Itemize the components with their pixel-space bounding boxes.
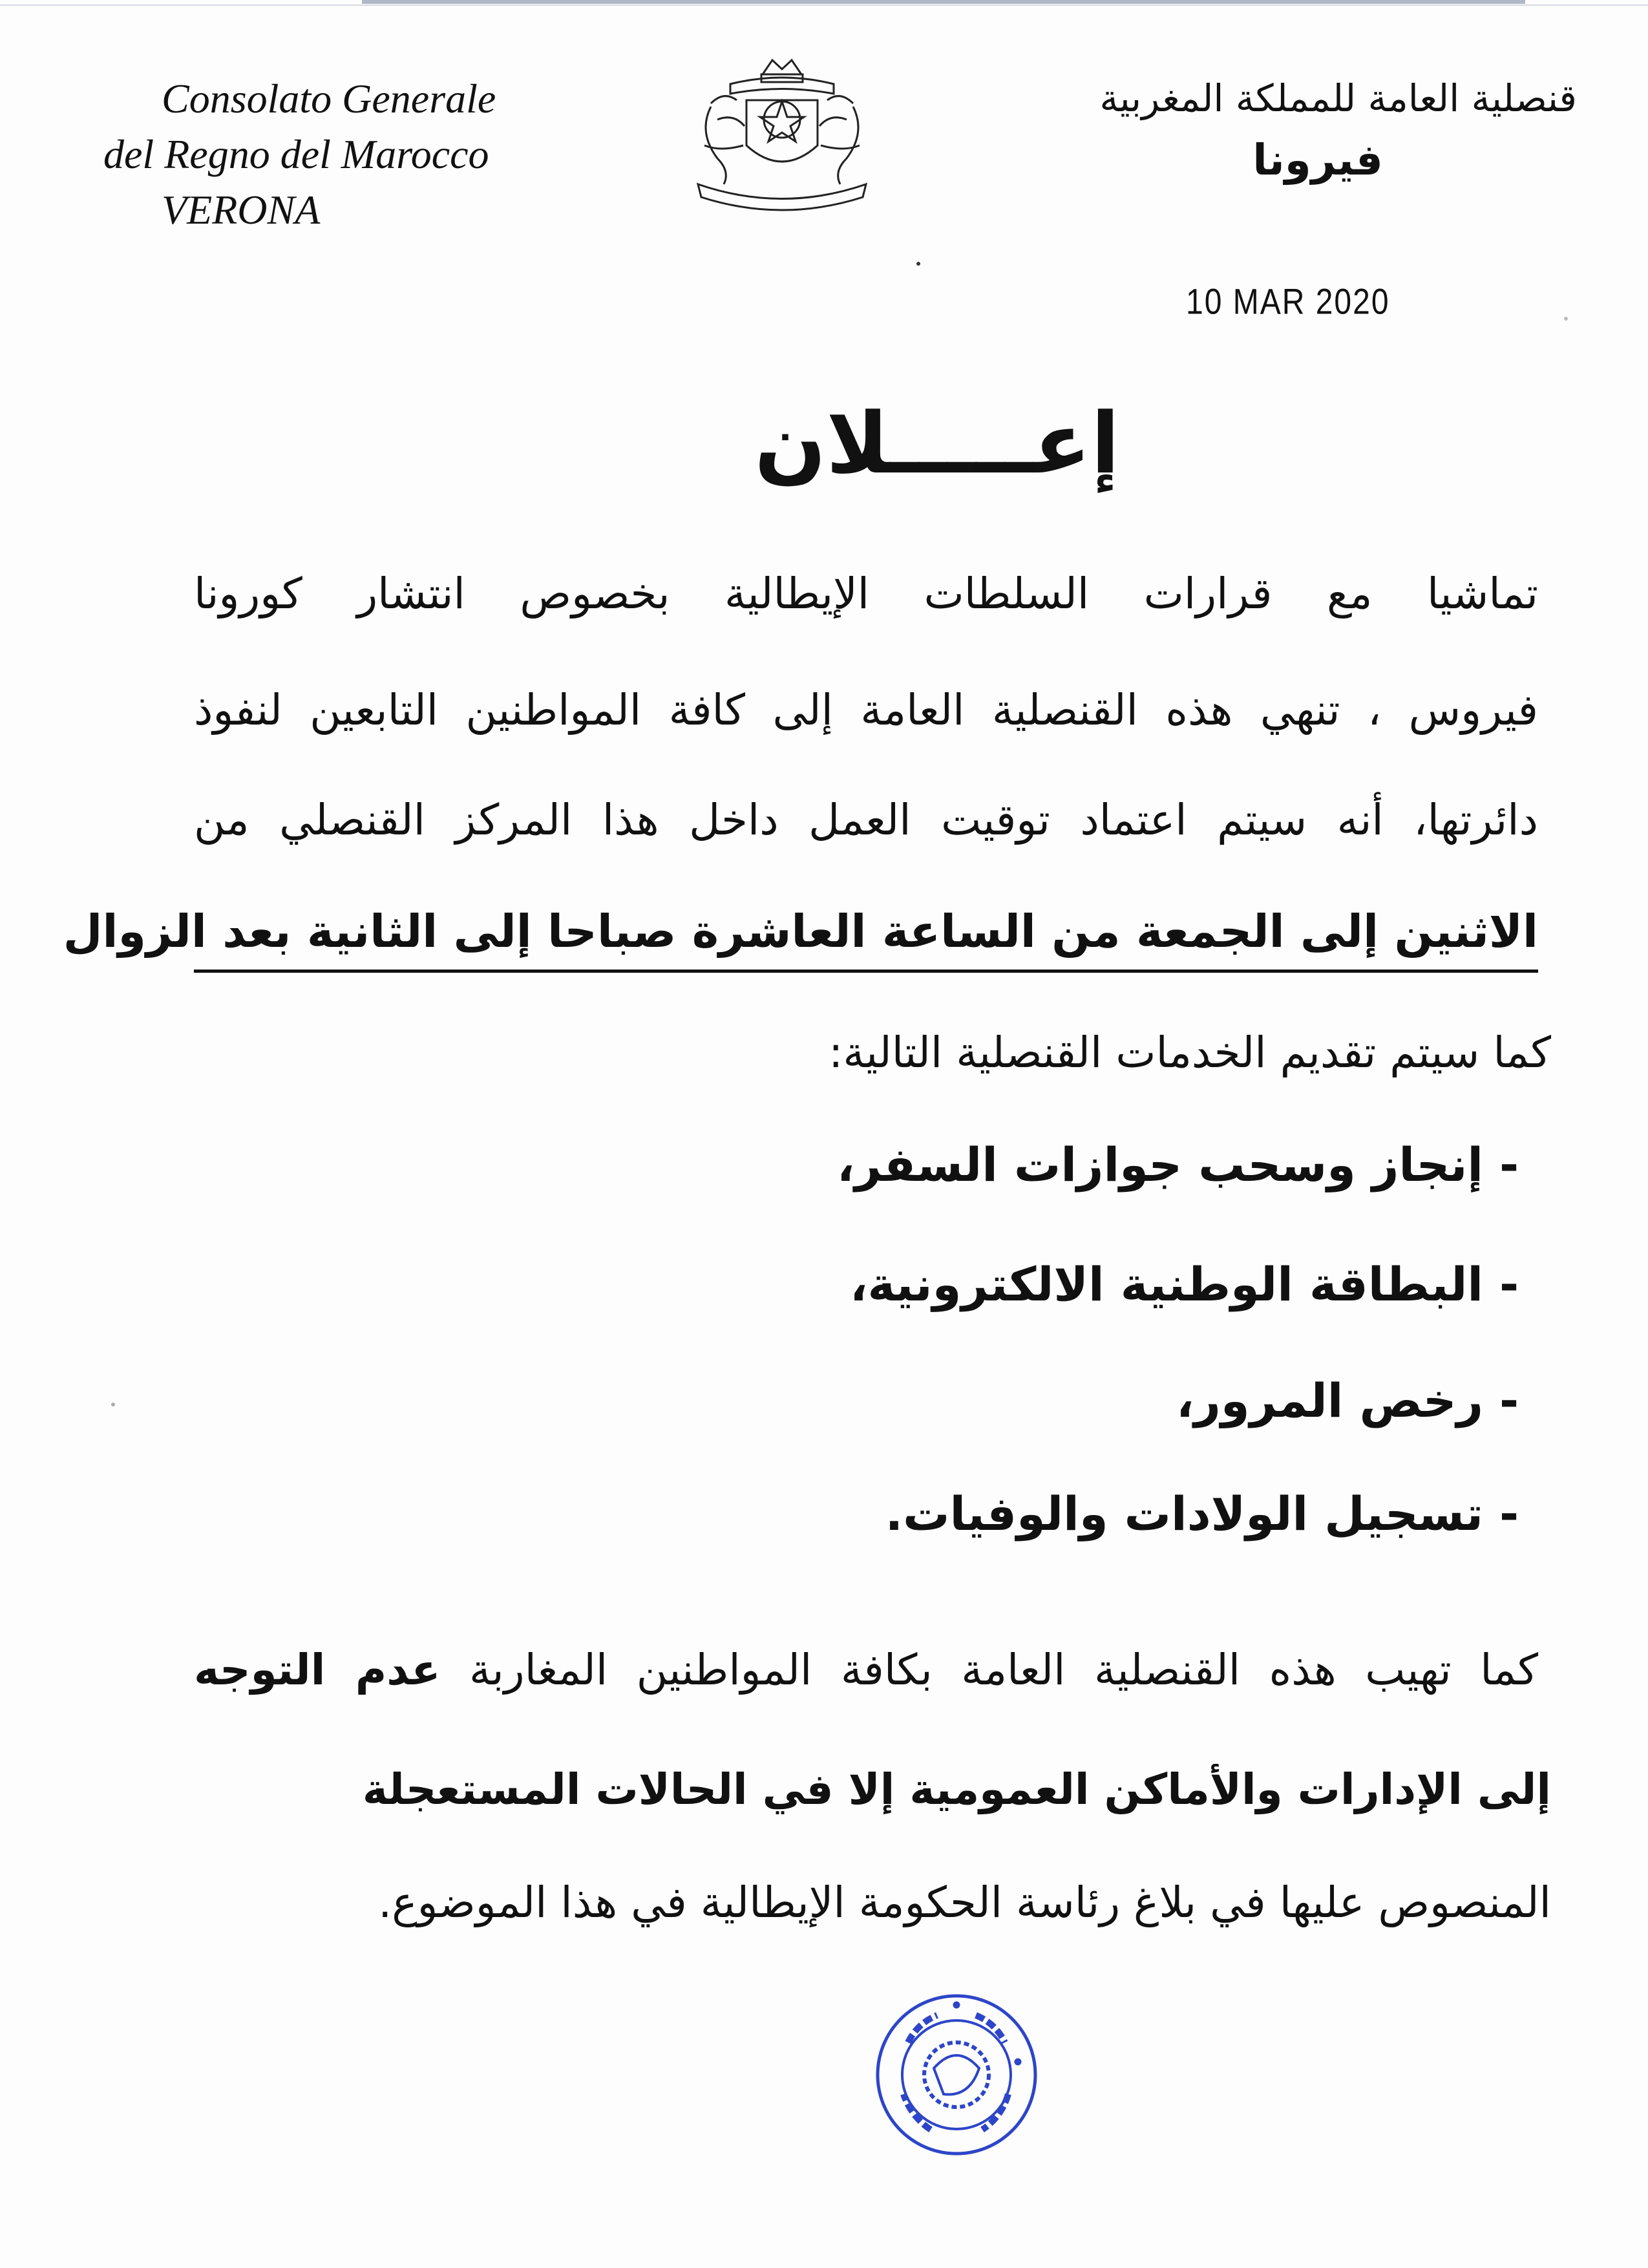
- coat-of-arms-icon: [685, 55, 879, 217]
- date-stamp: 10 MAR 2020: [1186, 282, 1390, 322]
- paragraph-1-line-3: دائرتها، أنه سيتم اعتماد توقيت العمل داخل هذا المركز القنصلي من: [194, 795, 1538, 845]
- letterhead-line-1: Consolato Generale: [162, 76, 496, 122]
- arabic-letterhead-line-2: فيرونا: [1252, 135, 1383, 185]
- arabic-letterhead: [1086, 68, 1577, 191]
- working-hours-line: الاثنين إلى الجمعة من الساعة العاشرة صباحا إلى الثانية بعد الزوال: [194, 905, 1538, 973]
- italian-letterhead: [103, 71, 556, 238]
- paragraph-2-line-1: [194, 1645, 1538, 1695]
- scan-speck: [1564, 317, 1568, 321]
- service-item: - تسجيل الولادات والوفيات.: [885, 1487, 1519, 1541]
- paragraph-2-line-1-bold: عدم التوجه: [194, 1645, 441, 1695]
- paragraph-1-line-1: تماشيا مع قرارات السلطات الإيطالية بخصوص انتشار كورونا: [194, 569, 1538, 619]
- paragraph-2-line-2: إلى الإدارات والأماكن العمومية إلا في الحالات المستعجلة: [362, 1765, 1551, 1814]
- scan-edge-mark: [362, 0, 1525, 4]
- consulate-stamp-icon: [872, 1991, 1041, 2159]
- scan-speck: [916, 262, 920, 266]
- scan-speck: [111, 1403, 115, 1406]
- page-title: إعـــــلان: [754, 394, 1120, 493]
- service-item: - البطاقة الوطنية الالكترونية،: [850, 1257, 1519, 1311]
- paragraph-2-line-3: المنصوص عليها في بلاغ رئاسة الحكومة الإيطالية في هذا الموضوع.: [378, 1878, 1551, 1927]
- service-item: - رخص المرور،: [1176, 1373, 1519, 1428]
- arabic-letterhead-line-1: قنصلية العامة للمملكة المغربية: [1099, 76, 1577, 120]
- paragraph-1-line-2: فيروس ، تنهي هذه القنصلية العامة إلى كافة المواطنين التابعين لنفوذ: [194, 685, 1538, 735]
- service-item: - إنجاز وسحب جوازات السفر،: [836, 1138, 1519, 1192]
- services-intro: كما سيتم تقديم الخدمات القنصلية التالية:: [829, 1028, 1551, 1077]
- letterhead-line-2: del Regno del Marocco: [103, 131, 489, 177]
- paragraph-2-line-1-normal: كما تهيب هذه القنصلية العامة بكافة المواطنين المغاربة: [440, 1645, 1538, 1695]
- scan-edge-line: [0, 5, 1648, 6]
- letterhead-line-3: VERONA: [162, 187, 321, 233]
